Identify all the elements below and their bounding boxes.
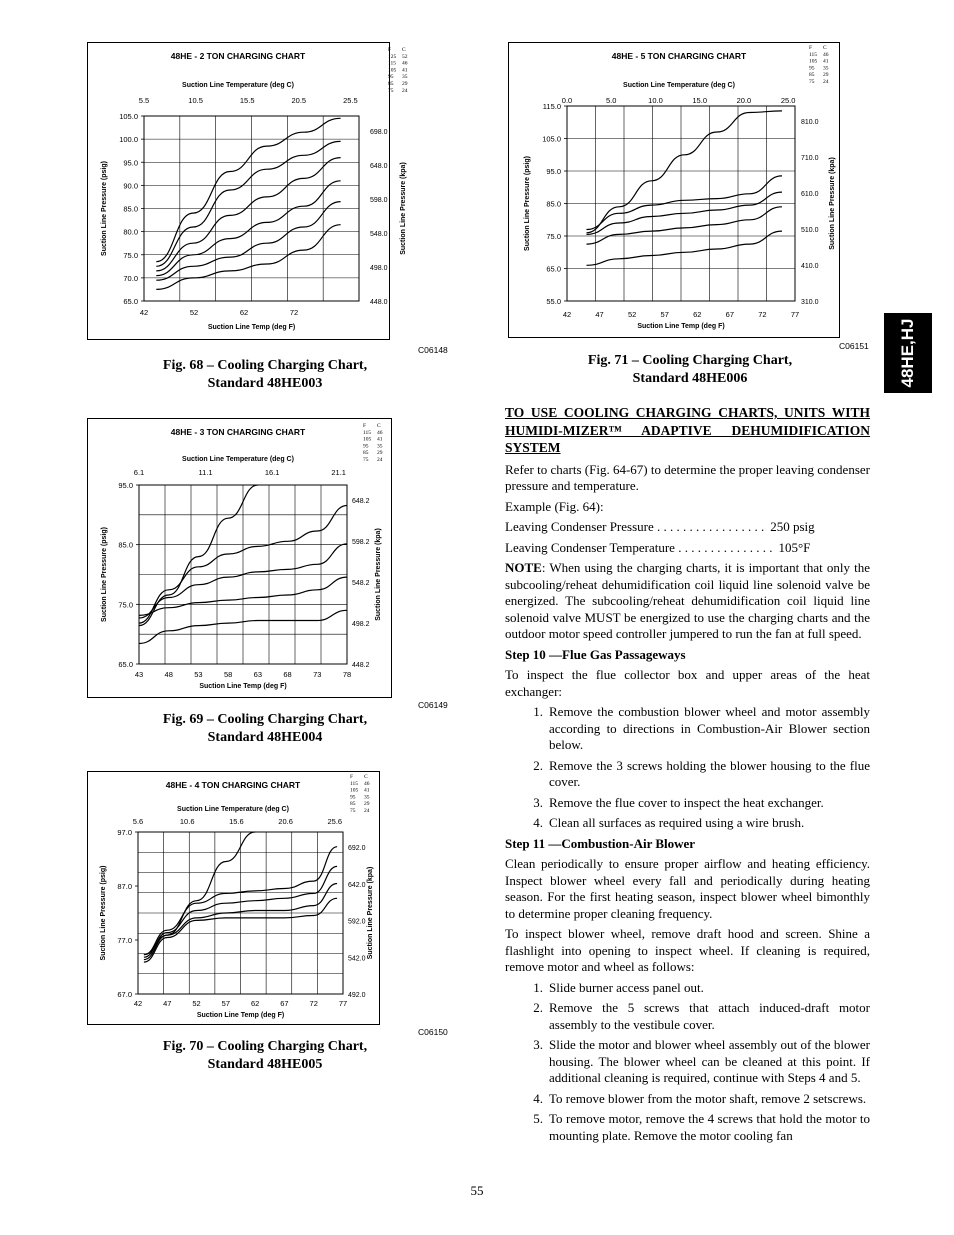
legend-cell: 35 (823, 65, 829, 72)
top-axis-title: Suction Line Temperature (deg C) (182, 82, 294, 89)
legend-cell: F (350, 774, 354, 780)
series-line-3 (156, 158, 340, 271)
y-tick-label: 65.0 (123, 297, 138, 306)
x-tick-label: 47 (595, 310, 604, 319)
top-tick-label: 25.6 (327, 817, 343, 826)
figure-code: C06151 (839, 341, 869, 351)
y2-tick-label: 598.0 (370, 197, 388, 204)
legend-cell: 46 (823, 51, 829, 58)
x-tick-label: 72 (289, 308, 299, 317)
y-tick-label: 95.0 (546, 167, 561, 176)
note-label: NOTE (505, 560, 542, 575)
top-tick-label: 20.0 (736, 96, 752, 105)
chart-48he006 (508, 42, 840, 338)
y2-tick-label: 648.0 (370, 163, 388, 170)
top-tick-label: 16.1 (264, 468, 280, 477)
y2-tick-label: 498.2 (352, 621, 370, 628)
y2-tick-label: 610.0 (801, 191, 819, 198)
x-tick-label: 72 (309, 999, 318, 1008)
y-tick-label: 77.0 (117, 936, 132, 945)
x-tick-label: 68 (283, 670, 292, 679)
legend-cell: 85 (388, 81, 394, 87)
y2-tick-label: 492.0 (348, 992, 366, 999)
y2-tick-label: 498.0 (370, 265, 388, 272)
legend-cell: 35 (364, 794, 370, 801)
top-tick-label: 5.5 (138, 96, 150, 105)
legend-cell: F (809, 45, 813, 51)
series-line-2 (587, 176, 783, 230)
list-item-text: Remove the flue cover to inspect the heat exchanger. (549, 794, 824, 810)
y-tick-label: 87.0 (117, 882, 132, 891)
x-tick-label: 62 (250, 999, 260, 1008)
y2-tick-label: 548.2 (352, 580, 370, 587)
top-tick-label: 10.0 (648, 96, 663, 105)
y-tick-label: 65.0 (546, 264, 561, 274)
y2-tick-label: 592.0 (348, 918, 366, 926)
series-line-5 (156, 202, 340, 281)
legend-cell: 85 (363, 450, 369, 457)
legend-cell: C (377, 423, 381, 429)
legend-cell: 105 (350, 787, 359, 794)
y-tick-label: 100.0 (119, 135, 138, 145)
y-tick-label: 75.0 (118, 600, 133, 610)
top-tick-label: 6.1 (133, 468, 145, 477)
y-tick-label: 65.0 (118, 660, 133, 669)
y-tick-label: 115.0 (542, 102, 561, 111)
list-item: 4. To remove blower from the motor shaft, remove 2 setscrews. (505, 1091, 870, 1108)
legend-cell: C (364, 774, 368, 780)
legend-cell: F (388, 47, 392, 53)
legend-cell: 41 (402, 67, 408, 74)
figure-caption (530, 352, 850, 388)
legend-cell: 41 (823, 58, 829, 65)
figure-code: C06149 (418, 700, 448, 710)
chart-title: 48HE - 2 TON CHARGING CHART (170, 51, 306, 61)
page-number: 55 (470, 1183, 484, 1198)
list-item-text: Remove the combustion blower wheel and motor assembly according to directions in Combustion-Air Blower section below. (549, 704, 870, 752)
legend-cell: 75 (388, 87, 394, 94)
y2-tick-label: 692.0 (348, 845, 366, 852)
chart-svg (88, 43, 408, 339)
y2-axis-label: Suction Line Pressure (kpa) (829, 157, 836, 250)
legend-cell: C (823, 45, 827, 51)
spec-value: 105°F (778, 539, 811, 555)
legend-cell: 115 (809, 51, 818, 58)
x-tick-label: 73 (313, 670, 322, 679)
x-axis-label: Suction Line Temp (deg F) (196, 1012, 285, 1019)
legend-cell: 29 (823, 72, 829, 79)
x-tick-label: 58 (223, 670, 233, 679)
x-tick-label: 48 (164, 670, 173, 679)
legend-cell: 29 (402, 81, 408, 87)
paragraph: Example (Fig. 64): (505, 498, 604, 514)
list-item: 3. Remove the flue cover to inspect the heat exchanger. (505, 795, 870, 812)
legend-cell: C (402, 47, 406, 53)
x-tick-label: 57 (221, 999, 231, 1008)
x-tick-label: 43 (134, 670, 144, 679)
top-tick-label: 21.1 (331, 468, 346, 477)
paragraph: Refer to charts (Fig. 64-67) to determine the proper leaving condenser pressure and temperature. (505, 461, 870, 493)
y2-tick-label: 642.0 (348, 881, 366, 889)
y2-tick-label: 698.0 (370, 129, 388, 136)
y-tick-label: 55.0 (546, 297, 561, 306)
list-item: 2. Remove the 5 screws that attach induced-draft motor assembly to the vestibule cover. (533, 1000, 870, 1032)
y2-axis-label: Suction Line Pressure (kpa) (400, 162, 407, 255)
legend-cell: 75 (363, 457, 369, 463)
y2-axis-label: Suction Line Pressure (kpa) (367, 866, 374, 960)
list-item-text: Slide the motor and blower wheel assembly out of the blower housing. The blower wheel can be cleaned at this point. If additional cleaning is required, continue with Steps 4 and 5. (549, 1037, 870, 1085)
paragraph: To inspect the flue collector box and upper areas of the heat exchanger: (505, 667, 870, 699)
series-line-4 (156, 181, 340, 276)
top-tick-label: 0.0 (561, 96, 573, 105)
paragraph: Clean periodically to ensure proper airflow and heating efficiency. Inspect blower wheel every fall and periodically during heating season. For the first heating season, inspect blower wheel bimonthly to determine proper cleaning frequency. (505, 856, 870, 921)
series-line-1 (156, 118, 340, 261)
spec-line (505, 540, 870, 557)
series-line-1 (587, 111, 783, 233)
legend-cell: 24 (402, 87, 408, 94)
x-tick-label: 47 (163, 999, 172, 1008)
caption-line: Standard 48HE006 (632, 371, 748, 386)
list-item: 3. Slide the motor and blower wheel assembly out of the blower housing. The blower wheel can be cleaned at this point. If additional cleaning is required, continue with Steps 4 and 5. (533, 1037, 870, 1085)
legend-cell: 24 (377, 457, 383, 463)
figure-code: C06148 (418, 345, 448, 355)
x-tick-label: 63 (253, 670, 263, 679)
list-item: 2. Remove the 3 screws holding the blower housing to the flue cover. (533, 757, 870, 789)
chart-svg (509, 43, 839, 337)
x-tick-label: 77 (338, 999, 348, 1008)
step-heading: Step 10 —Flue Gas Passageways (505, 646, 686, 662)
y2-tick-label: 548.0 (370, 231, 388, 238)
legend-cell: 85 (350, 801, 356, 808)
section-tab (884, 313, 932, 393)
legend-cell: 29 (377, 450, 383, 457)
y-tick-label: 67.0 (117, 990, 132, 999)
y-tick-label: 85.0 (118, 540, 133, 550)
chart-title: 48HE - 5 TON CHARGING CHART (611, 51, 747, 61)
spec-line (505, 519, 870, 536)
list-item-text: To remove motor, remove the 4 screws that hold the motor to mounting plate. Remove the motor cooling fan (549, 1111, 870, 1143)
paragraph: To inspect blower wheel, remove draft hood and screen. Shine a flashlight into opening to inspect wheel. If cleaning is required, remove motor and wheel as follows: (505, 926, 870, 974)
legend-cell: 46 (402, 60, 408, 67)
legend-cell: 95 (388, 74, 394, 81)
x-tick-label: 78 (342, 670, 352, 679)
y2-tick-label: 448.2 (352, 662, 370, 669)
chart-svg (88, 419, 391, 697)
chart-svg (88, 772, 379, 1024)
section-heading: TO USE COOLING CHARGING CHARTS, UNITS WITH HUMIDI-MIZER™ ADAPTIVE DEHUMIDIFICATION SYSTEM (505, 405, 870, 455)
y-tick-label: 97.0 (117, 828, 132, 837)
top-tick-label: 15.0 (692, 96, 708, 105)
y-tick-label: 95.0 (118, 481, 133, 490)
x-axis-label: Suction Line Temp (deg F) (199, 683, 287, 690)
step-heading: Step 11 —Combustion-Air Blower (505, 835, 696, 851)
chart-48he003 (87, 42, 408, 340)
y-tick-label: 70.0 (123, 273, 138, 283)
top-tick-label: 25.5 (343, 96, 358, 105)
legend-cell: 95 (363, 443, 369, 450)
x-tick-label: 67 (280, 999, 289, 1008)
y-axis-label: Suction Line Pressure (psig) (101, 527, 108, 622)
figure-caption (110, 1038, 420, 1074)
legend-cell: 115 (363, 429, 372, 436)
legend-cell: 75 (350, 808, 356, 814)
legend-cell: 41 (377, 436, 383, 443)
chart-48he004 (87, 418, 392, 698)
caption-line: Fig. 69 – Cooling Charging Chart, (162, 712, 368, 727)
x-tick-label: 62 (239, 308, 249, 317)
top-tick-label: 15.5 (239, 96, 255, 105)
legend-cell: 52 (402, 53, 408, 60)
y2-tick-label: 542.0 (348, 955, 366, 963)
y2-tick-label: 598.2 (352, 539, 370, 546)
y-tick-label: 80.0 (123, 227, 138, 237)
legend-cell: 29 (364, 801, 370, 808)
series-line-4 (587, 207, 783, 244)
top-tick-label: 10.6 (179, 817, 195, 826)
list-item: 1. Slide burner access panel out. (505, 980, 870, 997)
figure-caption (110, 357, 420, 393)
y-tick-label: 75.0 (546, 232, 561, 241)
x-tick-label: 72 (758, 310, 767, 319)
top-tick-label: 20.6 (278, 817, 293, 826)
x-tick-label: 42 (133, 999, 143, 1008)
top-axis-title: Suction Line Temperature (deg C) (623, 82, 735, 89)
legend-cell: 24 (823, 79, 829, 85)
note-text: : When using the charging charts, it is important that only the subcooling/reheat dehumidification coil liquid line solenoid valve be energized. The subcooling/reheat dehumidification coil liquid line solenoid valve MUST be energized to use the charging charts and the outdoor motor speed controller jumpered to run the fan at full speed. (505, 560, 870, 641)
caption-line: Standard 48HE003 (207, 376, 323, 391)
legend-cell: 41 (364, 787, 370, 794)
x-tick-label: 52 (192, 999, 201, 1008)
legend-cell: 95 (809, 65, 815, 72)
y2-tick-label: 510.0 (801, 227, 819, 234)
y2-axis-label: Suction Line Pressure (kpa) (375, 528, 382, 621)
spec-label: Leaving Condenser Pressure . . . . . . . . . . . . . . . . . (505, 519, 765, 534)
list-item: 5. To remove motor, remove the 4 screws that hold the motor to mounting plate. Remove the motor cooling fan (533, 1111, 870, 1143)
y2-tick-label: 448.0 (370, 299, 388, 306)
spec-value: 250 psig (770, 519, 815, 534)
y-tick-label: 95.0 (123, 158, 138, 168)
y2-tick-label: 410.0 (801, 263, 819, 270)
legend-cell: 115 (350, 780, 359, 787)
caption-line: Fig. 71 – Cooling Charging Chart, (587, 353, 793, 368)
caption-line: Fig. 70 – Cooling Charging Chart, (162, 1039, 368, 1054)
x-tick-label: 57 (660, 310, 669, 319)
top-tick-label: 5.6 (132, 817, 144, 826)
legend-cell: 85 (809, 72, 815, 79)
y-tick-label: 90.0 (123, 181, 138, 191)
legend-cell: 46 (364, 780, 370, 787)
chart-48he005 (87, 771, 380, 1025)
legend-cell: 105 (388, 67, 397, 74)
x-tick-label: 62 (693, 310, 702, 319)
caption-line: Fig. 68 – Cooling Charging Chart, (162, 358, 368, 373)
legend-cell: 24 (364, 808, 370, 814)
figure-code: C06150 (418, 1027, 448, 1037)
list-item-text: Remove the 3 screws holding the blower housing to the flue cover. (549, 757, 870, 789)
x-tick-label: 42 (562, 310, 572, 319)
chart-title: 48HE - 3 TON CHARGING CHART (170, 427, 306, 437)
spec-label: Leaving Condenser Temperature . . . . . . . . . . . . . . . (505, 539, 773, 555)
top-axis-title: Suction Line Temperature (deg C) (177, 806, 289, 813)
y2-tick-label: 710.0 (801, 155, 819, 162)
x-axis-label: Suction Line Temp (deg F) (207, 324, 296, 331)
top-tick-label: 5.0 (606, 96, 617, 105)
legend-cell: 105 (363, 436, 372, 443)
step11-list (505, 980, 870, 1145)
y2-tick-label: 310.0 (801, 299, 819, 306)
legend-cell: 115 (388, 60, 397, 67)
legend-cell: 105 (809, 58, 818, 65)
legend-cell: F (363, 423, 367, 429)
y-tick-label: 105.0 (542, 134, 561, 144)
list-item-text: To remove blower from the motor shaft, remove 2 setscrews. (549, 1090, 867, 1106)
section-tab-label: 48HE,HJ (898, 318, 917, 388)
top-axis-title: Suction Line Temperature (deg C) (182, 456, 294, 463)
note-paragraph (505, 560, 870, 643)
y2-tick-label: 810.0 (801, 119, 819, 126)
list-item: 4. Clean all surfaces as required using a wire brush. (505, 815, 870, 832)
legend-cell: 35 (377, 443, 383, 450)
top-tick-label: 15.6 (229, 817, 244, 826)
figure-caption (110, 711, 420, 747)
y-tick-label: 85.0 (546, 199, 561, 209)
step10-list (505, 704, 870, 832)
y-tick-label: 75.0 (123, 250, 138, 260)
y-tick-label: 85.0 (123, 204, 138, 214)
list-item-text: Clean all surfaces as required using a wire brush. (549, 815, 805, 830)
top-tick-label: 10.5 (188, 96, 203, 105)
y-tick-label: 105.0 (119, 112, 138, 121)
y-axis-label: Suction Line Pressure (psig) (100, 865, 107, 961)
list-item: 1. Remove the combustion blower wheel and motor assembly according to directions in Combustion-Air Blower section below. (533, 704, 870, 752)
caption-line: Standard 48HE005 (207, 1057, 323, 1072)
top-tick-label: 25.0 (780, 96, 796, 105)
text-column (505, 404, 870, 1148)
legend-cell: 75 (809, 79, 815, 85)
legend-cell: 46 (377, 429, 383, 436)
legend-cell: 35 (402, 74, 408, 81)
x-tick-label: 53 (194, 670, 203, 679)
legend-cell: 95 (350, 794, 356, 801)
x-tick-label: 77 (790, 310, 800, 319)
legend-cell: 125 (388, 53, 397, 60)
top-tick-label: 11.1 (198, 468, 213, 477)
top-tick-label: 20.5 (291, 96, 307, 105)
y-axis-label: Suction Line Pressure (psig) (524, 156, 531, 251)
y2-tick-label: 648.2 (352, 498, 370, 505)
x-axis-label: Suction Line Temp (deg F) (637, 323, 725, 330)
x-tick-label: 67 (725, 310, 735, 319)
x-tick-label: 52 (627, 310, 637, 319)
list-item-text: Remove the 5 screws that attach induced-draft motor assembly to the vestibule cover. (549, 1000, 870, 1032)
chart-title: 48HE - 4 TON CHARGING CHART (165, 780, 301, 790)
caption-line: Standard 48HE004 (207, 730, 323, 745)
x-tick-label: 42 (139, 308, 149, 317)
y-axis-label: Suction Line Pressure (psig) (101, 161, 108, 256)
list-item-text: Slide burner access panel out. (549, 979, 704, 995)
x-tick-label: 52 (189, 308, 199, 317)
